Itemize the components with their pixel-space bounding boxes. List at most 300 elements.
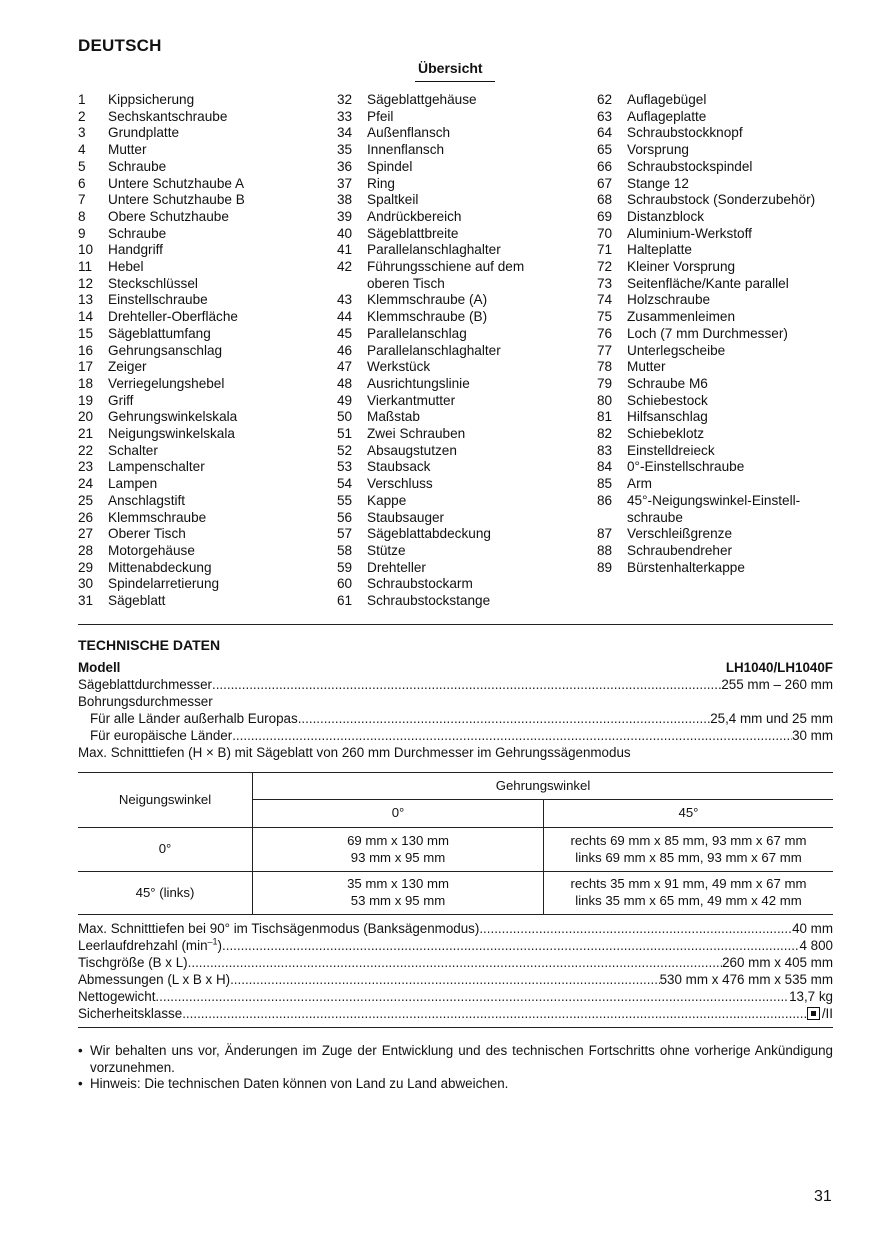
part-label: Schraube: [108, 158, 167, 174]
bevel-cell: 0°: [78, 828, 253, 872]
table-mode-row: [78, 921, 833, 938]
part-label: Gehrungsanschlag: [108, 342, 223, 358]
part-number: 70: [597, 225, 613, 241]
part-label: Einstellschraube: [108, 292, 208, 308]
part-label: Spindelarretierung: [108, 576, 220, 592]
part-label: Innenflansch: [367, 142, 445, 158]
miter-45-header: 45°: [678, 805, 699, 821]
list-item: [597, 292, 847, 309]
part-number: 65: [597, 142, 613, 158]
part-label: Schraubstockknopf: [627, 125, 743, 141]
part-number: 67: [597, 175, 613, 191]
list-item: [597, 493, 847, 510]
list-item: [78, 326, 338, 343]
miter-0-header: 0°: [253, 800, 544, 828]
part-label: Staubsack: [367, 459, 431, 475]
list-item: [78, 393, 338, 410]
table-size-label: Tischgröße (B x L): [78, 955, 188, 970]
table-row: [78, 828, 833, 872]
part-number: 23: [78, 459, 94, 475]
part-label: Drehteller: [367, 559, 426, 575]
capacity-cell: rechts 69 mm x 85 mm, 93 mm x 67 mm links 69 mm x 85 mm, 93 mm x 67 mm: [544, 828, 834, 872]
list-item: [78, 125, 338, 142]
bore-non-eu-value: 25,4 mm und 25 mm: [710, 711, 833, 726]
list-item: [78, 409, 338, 426]
bevel-cell: 45° (links): [78, 872, 253, 915]
list-item: [337, 276, 597, 293]
list-item: [597, 326, 847, 343]
list-item: [337, 593, 597, 610]
part-number: 39: [337, 208, 353, 224]
list-item: [597, 476, 847, 493]
net-weight-label: Nettogewicht: [78, 989, 156, 1004]
part-number: [337, 276, 367, 293]
no-load-speed-row: [78, 938, 833, 955]
part-number: 16: [78, 342, 94, 358]
part-label: Sägeblatt: [108, 593, 166, 609]
list-item: [78, 209, 338, 226]
blade-diameter-value: 255 mm – 260 mm: [721, 677, 833, 692]
part-number: 44: [337, 309, 353, 325]
bore-row: [78, 694, 833, 711]
part-label: Klemmschraube (A): [367, 292, 488, 308]
list-item: [597, 510, 847, 527]
list-item: [78, 443, 338, 460]
part-label: Neigungswinkelskala: [108, 426, 235, 442]
part-label: Maßstab: [367, 409, 420, 425]
part-number: [597, 510, 627, 527]
part-number: 81: [597, 409, 613, 425]
capacity-cell: 69 mm x 130 mm 93 mm x 95 mm: [253, 828, 544, 872]
table-size-value: 260 mm x 405 mm: [722, 955, 833, 970]
part-number: 74: [597, 292, 613, 308]
list-item: [597, 343, 847, 360]
list-item: [597, 393, 847, 410]
parts-list-column-3: [597, 92, 847, 576]
list-item: [337, 359, 597, 376]
list-item: [78, 459, 338, 476]
list-item: [337, 242, 597, 259]
dimensions-value: 530 mm x 476 mm x 535 mm: [659, 972, 833, 987]
safety-class-label: Sicherheitsklasse: [78, 1006, 183, 1021]
list-item: [597, 443, 847, 460]
part-label: Mittenabdeckung: [108, 559, 212, 575]
part-number: 7: [78, 192, 86, 208]
list-item: [337, 459, 597, 476]
list-item: [78, 226, 338, 243]
part-number: 54: [337, 476, 353, 492]
part-label: Lampenschalter: [108, 459, 205, 475]
list-item: [337, 326, 597, 343]
list-item: [78, 92, 338, 109]
part-number: 88: [597, 542, 613, 558]
list-item: [337, 426, 597, 443]
bore-label: Bohrungsdurchmesser: [78, 694, 213, 709]
list-item: [597, 376, 847, 393]
section-divider: [78, 1027, 833, 1028]
double-insulation-icon: [807, 1007, 820, 1020]
part-label: Parallelanschlaghalter: [367, 242, 501, 258]
part-number: 2: [78, 108, 86, 124]
part-number: 77: [597, 342, 613, 358]
part-label: Schiebeklotz: [627, 426, 705, 442]
net-weight-value: 13,7 kg: [789, 989, 833, 1004]
list-item: [597, 176, 847, 193]
language-heading: DEUTSCH: [78, 36, 162, 55]
part-number: 86: [597, 492, 613, 508]
part-label: Untere Schutzhaube A: [108, 175, 245, 191]
part-label: Außenflansch: [367, 125, 451, 141]
part-number: 28: [78, 542, 94, 558]
part-number: 3: [78, 125, 86, 141]
list-item: [337, 309, 597, 326]
list-item: [337, 226, 597, 243]
part-number: 9: [78, 225, 86, 241]
part-number: 71: [597, 242, 613, 258]
list-item: [78, 426, 338, 443]
part-number: 4: [78, 142, 86, 158]
no-load-speed-value: 4 800: [799, 938, 833, 953]
table-size-row: [78, 955, 833, 972]
part-label: Schiebestock: [627, 392, 708, 408]
part-label: Stütze: [367, 542, 406, 558]
list-item: [337, 159, 597, 176]
list-item: [78, 526, 338, 543]
list-item: [597, 359, 847, 376]
part-number: 36: [337, 158, 353, 174]
bore-eu-row: [78, 728, 833, 745]
part-number: 53: [337, 459, 353, 475]
part-number: 29: [78, 559, 94, 575]
model-value: LH1040/LH1040F: [725, 660, 833, 675]
safety-class-row: [78, 1006, 833, 1023]
list-item: [597, 125, 847, 142]
no-load-speed-label: Leerlaufdrehzahl $(\min^{-1})$: [78, 936, 222, 953]
overview-underline: [415, 81, 495, 82]
part-label: Ausrichtungslinie: [367, 375, 470, 391]
list-item: [78, 343, 338, 360]
part-number: 69: [597, 208, 613, 224]
overview-heading: Übersicht: [418, 60, 483, 76]
part-number: 20: [78, 409, 94, 425]
part-label: Kippsicherung: [108, 92, 195, 107]
part-number: 57: [337, 526, 353, 542]
part-number: 27: [78, 526, 94, 542]
part-label: Kappe: [367, 492, 407, 508]
part-label: Auflagebügel: [627, 92, 707, 107]
part-number: 45: [337, 325, 353, 341]
list-item: [78, 192, 338, 209]
part-label: Sägeblattabdeckung: [367, 526, 491, 542]
miter-header: Gehrungswinkel: [253, 773, 834, 800]
list-item: [78, 543, 338, 560]
dimensions-label: Abmessungen (L x B x H): [78, 972, 231, 987]
list-item: [78, 476, 338, 493]
part-number: 64: [597, 125, 613, 141]
part-number: 21: [78, 426, 94, 442]
part-number: 84: [597, 459, 613, 475]
list-item: [337, 510, 597, 527]
part-label: Verriegelungshebel: [108, 375, 225, 391]
part-label: Schraubstockstange: [367, 593, 491, 609]
part-label: 0°-Einstellschraube: [627, 459, 745, 475]
part-label: Stange 12: [627, 175, 689, 191]
part-label: Ring: [367, 175, 395, 191]
part-label: Schraubstockspindel: [627, 158, 753, 174]
bore-eu-label: Für europäische Länder: [90, 728, 233, 743]
part-number: 61: [337, 593, 353, 609]
list-item: [597, 192, 847, 209]
part-label: Schraube: [108, 225, 167, 241]
part-label: Staubsauger: [367, 509, 445, 525]
part-number: 11: [78, 259, 93, 275]
part-number: 46: [337, 342, 353, 358]
part-number: 62: [597, 92, 613, 107]
max-cut-heading-row: [78, 745, 833, 762]
part-label: Führungsschiene auf dem: [367, 259, 525, 275]
part-label: Schraube M6: [627, 375, 708, 391]
part-number: 47: [337, 359, 353, 375]
part-number: 18: [78, 375, 94, 391]
part-label: Sechskantschraube: [108, 108, 228, 124]
safety-class-value: /II: [821, 1006, 833, 1021]
part-label: Pfeil: [367, 108, 394, 124]
part-number: 25: [78, 492, 94, 508]
part-number: 63: [597, 108, 613, 124]
list-item: [337, 142, 597, 159]
list-item: [597, 459, 847, 476]
part-number: 17: [78, 359, 94, 375]
part-number: 80: [597, 392, 613, 408]
part-label: Grundplatte: [108, 125, 180, 141]
bevel-header: Neigungswinkel: [78, 773, 253, 828]
list-item: [337, 192, 597, 209]
part-label: Drehteller-Oberfläche: [108, 309, 238, 325]
part-number: 51: [337, 426, 353, 442]
list-item: [337, 560, 597, 577]
part-label: Schalter: [108, 442, 158, 458]
list-item: [597, 159, 847, 176]
list-item: [597, 92, 847, 109]
part-number: 1: [78, 92, 86, 107]
list-item: [597, 560, 847, 577]
list-item: [78, 292, 338, 309]
part-number: 87: [597, 526, 613, 542]
list-item: [337, 176, 597, 193]
part-number: 24: [78, 476, 94, 492]
list-item: [597, 242, 847, 259]
net-weight-row: [78, 989, 833, 1006]
part-number: 56: [337, 509, 353, 525]
part-number: 19: [78, 392, 94, 408]
part-number: 35: [337, 142, 353, 158]
list-item: [597, 109, 847, 126]
part-number: 42: [337, 259, 353, 275]
list-item: [337, 543, 597, 560]
part-label: Vierkantmutter: [367, 392, 456, 408]
part-label: Seitenfläche/Kante parallel: [627, 275, 789, 291]
part-number: 58: [337, 542, 353, 558]
part-label: Motorgehäuse: [108, 542, 195, 558]
part-label: Andrückbereich: [367, 208, 462, 224]
part-label: Parallelanschlaghalter: [367, 342, 501, 358]
part-label: schraube: [627, 509, 683, 525]
part-number: 14: [78, 309, 94, 325]
model-label: Modell: [78, 660, 121, 675]
part-number: 55: [337, 492, 353, 508]
list-item: [78, 510, 338, 527]
part-label: Aluminium-Werkstoff: [627, 225, 752, 241]
bore-non-eu-label: Für alle Länder außerhalb Europas: [90, 711, 298, 726]
list-item: [78, 376, 338, 393]
part-label: Griff: [108, 392, 134, 408]
part-label: Bürstenhalterkappe: [627, 559, 745, 575]
parts-list-column-2: [337, 92, 597, 610]
part-number: 52: [337, 442, 353, 458]
part-number: 60: [337, 576, 353, 592]
list-item: [78, 493, 338, 510]
notes-list: [78, 1043, 833, 1093]
part-label: Schraubstockarm: [367, 576, 473, 592]
list-item: [78, 309, 338, 326]
list-item: [78, 560, 338, 577]
part-number: 75: [597, 309, 613, 325]
part-number: 6: [78, 175, 86, 191]
part-number: 78: [597, 359, 613, 375]
part-label: Unterlegscheibe: [627, 342, 726, 358]
part-number: 59: [337, 559, 353, 575]
list-item: [597, 309, 847, 326]
part-number: 68: [597, 192, 613, 208]
part-label: Auflageplatte: [627, 108, 707, 124]
part-number: 15: [78, 325, 94, 341]
part-number: 41: [337, 242, 353, 258]
part-number: 89: [597, 559, 613, 575]
part-label: Parallelanschlag: [367, 325, 467, 341]
list-item: [78, 242, 338, 259]
part-number: 8: [78, 208, 86, 224]
part-number: 73: [597, 275, 613, 291]
part-label: oberen Tisch: [367, 275, 445, 291]
table-row: [78, 872, 833, 915]
part-number: 40: [337, 225, 353, 241]
part-label: Sägeblattumfang: [108, 325, 211, 341]
list-item: [337, 576, 597, 593]
list-item: [597, 209, 847, 226]
part-number: 49: [337, 392, 353, 408]
list-item: [597, 543, 847, 560]
part-label: Gehrungswinkelskala: [108, 409, 238, 425]
part-label: Spaltkeil: [367, 192, 419, 208]
list-item: [337, 393, 597, 410]
part-label: Loch (7 mm Durchmesser): [627, 325, 788, 341]
list-item: [337, 92, 597, 109]
list-item: [597, 142, 847, 159]
list-item: • Wir behalten uns vor, Änderungen im Zuge der Entwicklung und des technischen Fortschritts ohne vorherige Ankündigung vorzunehmen.: [78, 1043, 833, 1075]
part-label: Schraubendreher: [627, 542, 733, 558]
part-label: Schraubstock (Sonderzubehör): [627, 192, 816, 208]
part-label: Distanzblock: [627, 208, 705, 224]
part-number: 34: [337, 125, 353, 141]
part-number: 48: [337, 375, 353, 391]
list-item: [337, 443, 597, 460]
list-item: [78, 276, 338, 293]
parts-list-column-1: [78, 92, 338, 610]
part-label: Hebel: [108, 259, 144, 275]
list-item: [337, 493, 597, 510]
part-label: Handgriff: [108, 242, 163, 258]
bore-non-eu-row: [78, 711, 833, 728]
list-item: [597, 259, 847, 276]
list-item: [597, 276, 847, 293]
part-label: Obere Schutzhaube: [108, 208, 229, 224]
part-label: Lampen: [108, 476, 158, 492]
part-number: 37: [337, 175, 353, 191]
part-number: 10: [78, 242, 94, 258]
part-number: 31: [78, 593, 94, 609]
part-number: 26: [78, 509, 94, 525]
part-label: Vorsprung: [627, 142, 689, 158]
max-cut-heading: Max. Schnitttiefen (H × B) mit Sägeblatt von 260 mm Durchmesser im Gehrungssägenmodus: [78, 745, 631, 760]
list-item: [78, 259, 338, 276]
part-label: Sägeblattbreite: [367, 225, 459, 241]
part-number: 72: [597, 259, 613, 275]
list-item: [597, 409, 847, 426]
part-number: 5: [78, 158, 86, 174]
part-label: Einstelldreieck: [627, 442, 715, 458]
list-item: [337, 526, 597, 543]
part-label: Zwei Schrauben: [367, 426, 466, 442]
part-label: Mutter: [108, 142, 147, 158]
part-label: Halteplatte: [627, 242, 692, 258]
part-label: Werkstück: [367, 359, 431, 375]
part-number: 79: [597, 375, 613, 391]
list-item: [78, 109, 338, 126]
part-label: Zeiger: [108, 359, 147, 375]
list-item: [597, 526, 847, 543]
part-number: 50: [337, 409, 353, 425]
blade-diameter-row: [78, 677, 833, 694]
part-number: 83: [597, 442, 613, 458]
section-divider: [78, 624, 833, 625]
table-mode-label: Max. Schnitttiefen bei 90° im Tischsägenmodus (Banksägenmodus): [78, 921, 480, 936]
list-item: • Hinweis: Die technischen Daten können von Land zu Land abweichen.: [78, 1076, 509, 1092]
part-label: Hilfsanschlag: [627, 409, 708, 425]
list-item: [337, 109, 597, 126]
blade-diameter-label: Sägeblattdurchmesser: [78, 677, 212, 692]
part-number: 30: [78, 576, 94, 592]
part-number: 33: [337, 108, 353, 124]
dimensions-row: [78, 972, 833, 989]
part-label: Absaugstutzen: [367, 442, 457, 458]
list-item: [337, 343, 597, 360]
list-item: [337, 409, 597, 426]
part-label: Anschlagstift: [108, 492, 186, 508]
part-label: Kleiner Vorsprung: [627, 259, 736, 275]
part-label: 45°-Neigungswinkel-Einstell-: [627, 492, 801, 508]
model-row: [78, 660, 833, 677]
page-number: 31: [814, 1188, 832, 1205]
list-item: [78, 576, 338, 593]
list-item: [78, 359, 338, 376]
part-label: Klemmschraube (B): [367, 309, 488, 325]
bore-eu-value: 30 mm: [792, 728, 833, 743]
part-label: Spindel: [367, 158, 413, 174]
part-number: 13: [78, 292, 94, 308]
list-item: [337, 292, 597, 309]
list-item: [337, 259, 597, 276]
part-number: 76: [597, 325, 613, 341]
